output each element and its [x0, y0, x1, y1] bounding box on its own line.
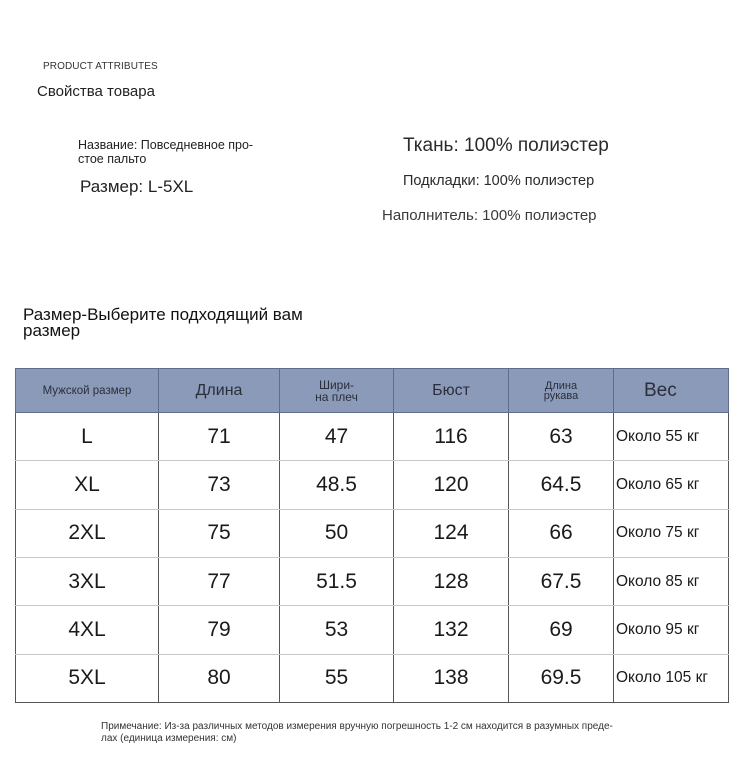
attributes-heading-ru: Свойства товара — [37, 83, 155, 100]
weight-cell: Около 95 кг — [614, 606, 729, 654]
header-shoulder-width: Шири- на плеч — [280, 369, 394, 413]
bust-cell: 128 — [394, 557, 509, 605]
header-mens-size: Мужской размер — [16, 369, 159, 413]
sleeve-cell: 64.5 — [509, 461, 614, 509]
bust-cell: 138 — [394, 654, 509, 702]
table-row — [16, 413, 729, 461]
table-row — [16, 461, 729, 509]
size-cell: 2XL — [16, 509, 159, 557]
bust-cell: 124 — [394, 509, 509, 557]
length-cell: 73 — [159, 461, 280, 509]
length-cell: 77 — [159, 557, 280, 605]
shoulder-cell: 48.5 — [280, 461, 394, 509]
table-row — [16, 557, 729, 605]
length-cell: 75 — [159, 509, 280, 557]
size-chart-table — [15, 368, 729, 703]
size-cell: 3XL — [16, 557, 159, 605]
size-cell: 5XL — [16, 654, 159, 702]
sleeve-cell: 66 — [509, 509, 614, 557]
sleeve-cell: 69 — [509, 606, 614, 654]
length-cell: 71 — [159, 413, 280, 461]
table-row — [16, 654, 729, 702]
table-row — [16, 509, 729, 557]
product-name: Название: Повседневное про- стое пальто — [78, 138, 254, 166]
product-fabric: Ткань: 100% полиэстер — [403, 135, 609, 156]
bust-cell: 132 — [394, 606, 509, 654]
bust-cell: 120 — [394, 461, 509, 509]
sleeve-cell: 63 — [509, 413, 614, 461]
length-cell: 79 — [159, 606, 280, 654]
product-filler: Наполнитель: 100% полиэстер — [382, 207, 597, 224]
bust-cell: 116 — [394, 413, 509, 461]
size-cell: L — [16, 413, 159, 461]
product-lining: Подкладки: 100% полиэстер — [403, 173, 595, 189]
product-size-range: Размер: L-5XL — [80, 177, 194, 196]
shoulder-cell: 50 — [280, 509, 394, 557]
weight-cell: Около 65 кг — [614, 461, 729, 509]
weight-cell: Около 105 кг — [614, 654, 729, 702]
length-cell: 80 — [159, 654, 280, 702]
measurement-note: Примечание: Из-за различных методов измерения вручную погрешность 1-2 см находится в разумных преде- лах (единица измерения: см) — [101, 721, 613, 744]
sleeve-cell: 69.5 — [509, 654, 614, 702]
header-weight: Вес — [614, 369, 729, 413]
size-chart-title: Размер-Выберите подходящий вам размер — [23, 305, 303, 340]
header-bust: Бюст — [394, 369, 509, 413]
size-cell: XL — [16, 461, 159, 509]
size-chart-header-row — [16, 369, 729, 413]
weight-cell: Около 75 кг — [614, 509, 729, 557]
shoulder-cell: 47 — [280, 413, 394, 461]
weight-cell: Около 55 кг — [614, 413, 729, 461]
shoulder-cell: 55 — [280, 654, 394, 702]
header-sleeve-length: Длина рукава — [509, 369, 614, 413]
attributes-heading-en: PRODUCT ATTRIBUTES — [43, 61, 158, 72]
sleeve-cell: 67.5 — [509, 557, 614, 605]
shoulder-cell: 53 — [280, 606, 394, 654]
table-row — [16, 606, 729, 654]
weight-cell: Около 85 кг — [614, 557, 729, 605]
size-cell: 4XL — [16, 606, 159, 654]
shoulder-cell: 51.5 — [280, 557, 394, 605]
header-length: Длина — [159, 369, 280, 413]
